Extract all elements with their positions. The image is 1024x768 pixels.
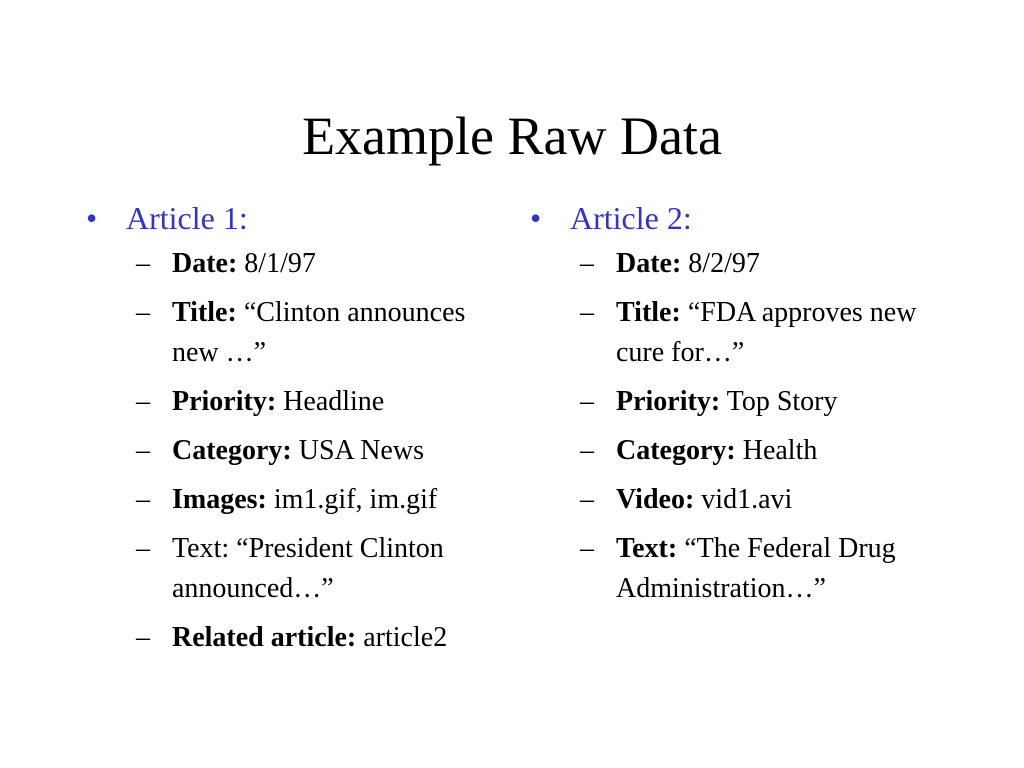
article-1-heading	[86, 194, 506, 242]
field-value: Text: “President Clinton announced…”	[172, 533, 444, 604]
article-1-column	[86, 194, 506, 667]
field-value: Headline	[276, 386, 385, 417]
field-label: Images:	[172, 484, 267, 515]
field-related-article	[86, 618, 502, 658]
field-value: “FDA approves new cure for…”	[616, 297, 917, 368]
field-text	[530, 529, 946, 609]
dash-icon: –	[136, 484, 150, 515]
article-2-column	[530, 194, 950, 618]
field-value: “Clinton announces new …”	[172, 297, 466, 368]
field-label: Related article:	[172, 622, 357, 653]
dash-icon: –	[580, 248, 594, 279]
field-priority	[530, 382, 946, 422]
dash-icon: –	[580, 386, 594, 417]
field-value: “The Federal Drug Administration…”	[616, 533, 896, 604]
field-label: Category:	[616, 435, 736, 466]
field-date	[530, 244, 946, 284]
field-label: Title:	[616, 297, 681, 328]
dash-icon: –	[136, 533, 150, 564]
field-value: im1.gif, im.gif	[266, 484, 438, 515]
field-label: Date:	[172, 248, 238, 279]
dash-icon: –	[136, 622, 150, 653]
field-value: 8/2/97	[681, 248, 760, 279]
field-images	[86, 480, 502, 520]
dash-icon: –	[580, 484, 594, 515]
article-heading-label: Article 2:	[570, 200, 692, 236]
field-value: 8/1/97	[237, 248, 316, 279]
field-label: Category:	[172, 435, 292, 466]
slide-title: Example Raw Data	[302, 106, 722, 166]
article-heading-label: Article 1:	[126, 200, 248, 236]
dash-icon: –	[580, 533, 594, 564]
article-2-heading	[530, 194, 950, 242]
dash-icon: –	[136, 386, 150, 417]
field-label: Priority:	[616, 386, 721, 417]
field-label: Date:	[616, 248, 682, 279]
field-title	[530, 293, 946, 373]
bullet-icon: •	[530, 200, 542, 236]
field-label: Text:	[616, 533, 678, 564]
field-title	[86, 293, 502, 373]
dash-icon: –	[136, 297, 150, 328]
field-value: USA News	[291, 435, 424, 466]
field-label: Title:	[172, 297, 237, 328]
field-text	[86, 529, 502, 609]
field-value: article2	[356, 622, 448, 653]
field-category	[530, 431, 946, 471]
dash-icon: –	[136, 248, 150, 279]
field-label: Video:	[616, 484, 695, 515]
article-1-fields	[86, 244, 506, 658]
dash-icon: –	[580, 297, 594, 328]
field-value: Health	[735, 435, 818, 466]
field-date	[86, 244, 502, 284]
field-video	[530, 480, 946, 520]
field-priority	[86, 382, 502, 422]
dash-icon: –	[136, 435, 150, 466]
field-label: Priority:	[172, 386, 277, 417]
article-2-fields	[530, 244, 950, 609]
dash-icon: –	[580, 435, 594, 466]
field-category	[86, 431, 502, 471]
field-value: Top Story	[720, 386, 838, 417]
field-value: vid1.avi	[694, 484, 793, 515]
bullet-icon: •	[86, 200, 98, 236]
